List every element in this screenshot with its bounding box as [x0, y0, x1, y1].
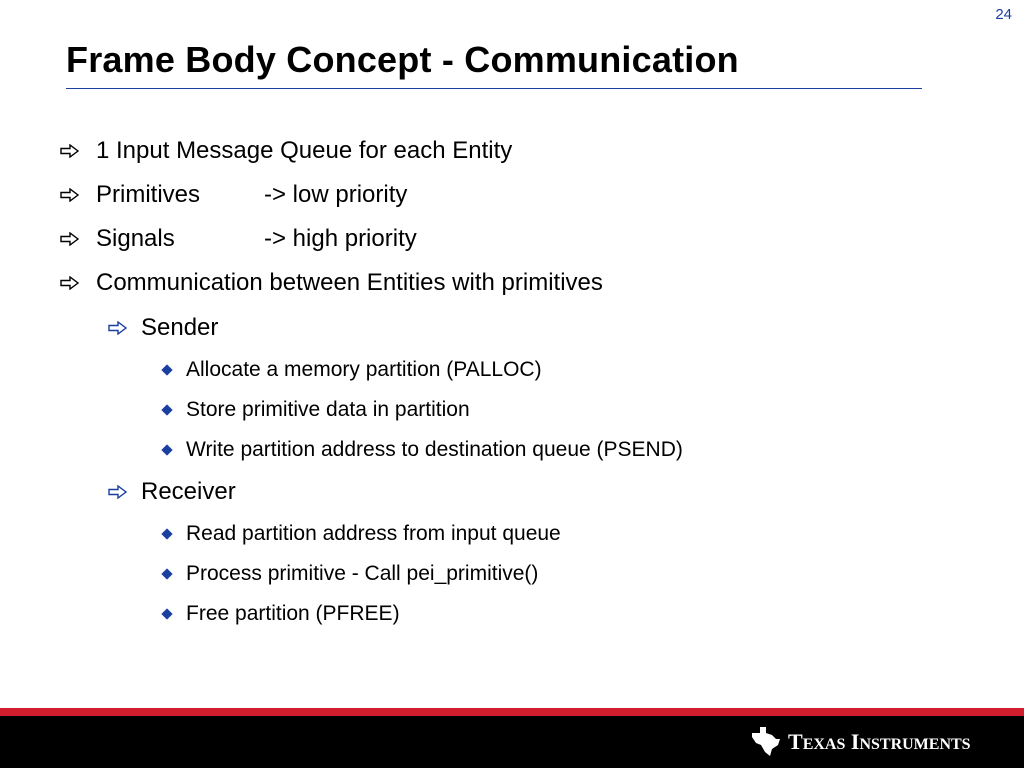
bullet-item [60, 181, 407, 209]
list-item-text: Write partition address to destination queue (PSEND) [186, 438, 683, 461]
sub-bullet-label: Receiver [141, 478, 236, 505]
list-item-text: Process primitive - Call pei_primitive() [186, 562, 539, 585]
arrow-bullet-icon [108, 321, 141, 335]
bullet-term: Signals [96, 225, 175, 252]
arrow-bullet-icon [60, 232, 96, 246]
list-item [160, 522, 561, 546]
diamond-bullet-icon [161, 364, 172, 375]
bullet-text: 1 Input Message Queue for each Entity [96, 137, 513, 164]
diamond-bullet-icon [161, 568, 172, 579]
slide-number: 24 [995, 6, 1012, 23]
bullet-term: Primitives [96, 181, 201, 208]
ti-logo-icon [750, 725, 1000, 757]
bullet-item [60, 225, 417, 253]
arrow-bullet-icon [60, 144, 96, 158]
arrow-bullet-icon [60, 276, 96, 290]
diamond-bullet-icon [161, 608, 172, 619]
bullet-desc: -> high priority [264, 225, 417, 252]
sub-bullet-label: Sender [141, 314, 219, 341]
bullet-desc: -> low priority [264, 181, 408, 208]
list-item [160, 358, 542, 382]
list-item-text: Store primitive data in partition [186, 398, 470, 421]
list-item [160, 438, 683, 462]
list-item [160, 562, 538, 586]
list-item [160, 398, 470, 422]
bullet-item [60, 269, 603, 297]
list-item-text: Allocate a memory partition (PALLOC) [186, 358, 542, 381]
list-item [160, 602, 400, 626]
title-underline [66, 88, 922, 89]
diamond-bullet-icon [161, 404, 172, 415]
list-item-text: Free partition (PFREE) [186, 602, 400, 625]
svg-text:TEXAS INSTRUMENTS: TEXAS INSTRUMENTS [788, 729, 971, 754]
slide-title: Frame Body Concept - Communication [66, 39, 739, 80]
list-item-text: Read partition address from input queue [186, 522, 561, 545]
arrow-bullet-icon [108, 485, 141, 499]
sub-bullet-sender [108, 314, 218, 342]
arrow-bullet-icon [60, 188, 96, 202]
diamond-bullet-icon [161, 444, 172, 455]
sub-bullet-receiver [108, 478, 236, 506]
bullet-text: Communication between Entities with primitives [96, 269, 603, 296]
footer-red-stripe [0, 708, 1024, 716]
bullet-item [60, 137, 512, 165]
diamond-bullet-icon [161, 528, 172, 539]
